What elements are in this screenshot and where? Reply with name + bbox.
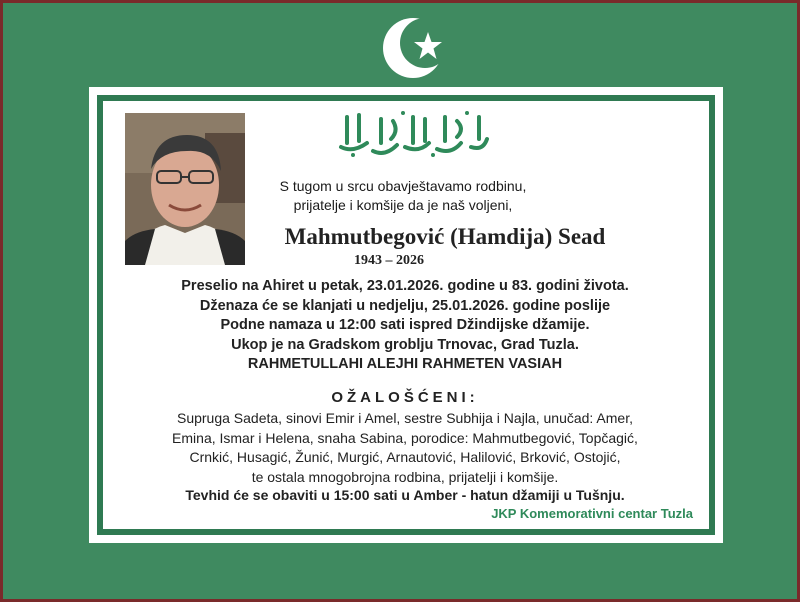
mourners-title: OŽALOŠĆENI: bbox=[331, 389, 479, 406]
mourners-line: Emina, Ismar i Helena, snaha Sabina, porodice: Mahmutbegović, Topčagić, bbox=[172, 429, 638, 446]
deceased-photo bbox=[125, 113, 245, 265]
mourners-list bbox=[103, 409, 707, 487]
intro-line: S tugom u srcu obavještavamo rodbinu, bbox=[279, 178, 527, 194]
announcement-line: Ukop je na Gradskom groblju Trnovac, Grad Tuzla. bbox=[231, 336, 579, 353]
arabic-calligraphy bbox=[333, 107, 493, 161]
announcement-line: Dženaza će se klanjati u nedjelju, 25.01.2026. godine poslije bbox=[199, 297, 611, 314]
intro-text bbox=[273, 177, 533, 215]
mourners-line: te ostala mnogobrojna rodbina, prijatelji i komšije. bbox=[251, 468, 559, 485]
announcement-line: Podne namaza u 12:00 sati ispred Džindijske džamije. bbox=[220, 317, 590, 333]
deceased-years: 1943 – 2026 bbox=[354, 253, 424, 268]
crescent-star-icon bbox=[383, 15, 449, 81]
mourners-line: Supruga Sadeta, sinovi Emir i Amel, sestre Subhija i Najla, unučad: Amer, bbox=[176, 410, 633, 426]
announcement-line: RAHMETULLAHI ALEJHI RAHMETEN VASIAH bbox=[247, 356, 563, 372]
obituary-panel bbox=[89, 87, 723, 543]
announcement-line: Preselio na Ahiret u petak, 23.01.2026. godine u 83. godini života. bbox=[181, 278, 629, 294]
obituary-frame bbox=[97, 95, 715, 535]
tevhid-notice: Tevhid će se obaviti u 15:00 sati u Amber - hatun džamiji u Tušnju. bbox=[185, 487, 625, 503]
publisher-footer: JKP Komemorativni centar Tuzla bbox=[491, 506, 693, 521]
deceased-name: Mahmutbegović (Hamdija) Sead bbox=[284, 224, 606, 249]
funeral-announcement bbox=[103, 277, 707, 375]
intro-line: prijatelje i komšije da je naš voljeni, bbox=[293, 197, 513, 213]
mourners-line: Crnkić, Husagić, Žunić, Murgić, Arnautović, Halilović, Brković, Ostojić, bbox=[189, 449, 621, 465]
